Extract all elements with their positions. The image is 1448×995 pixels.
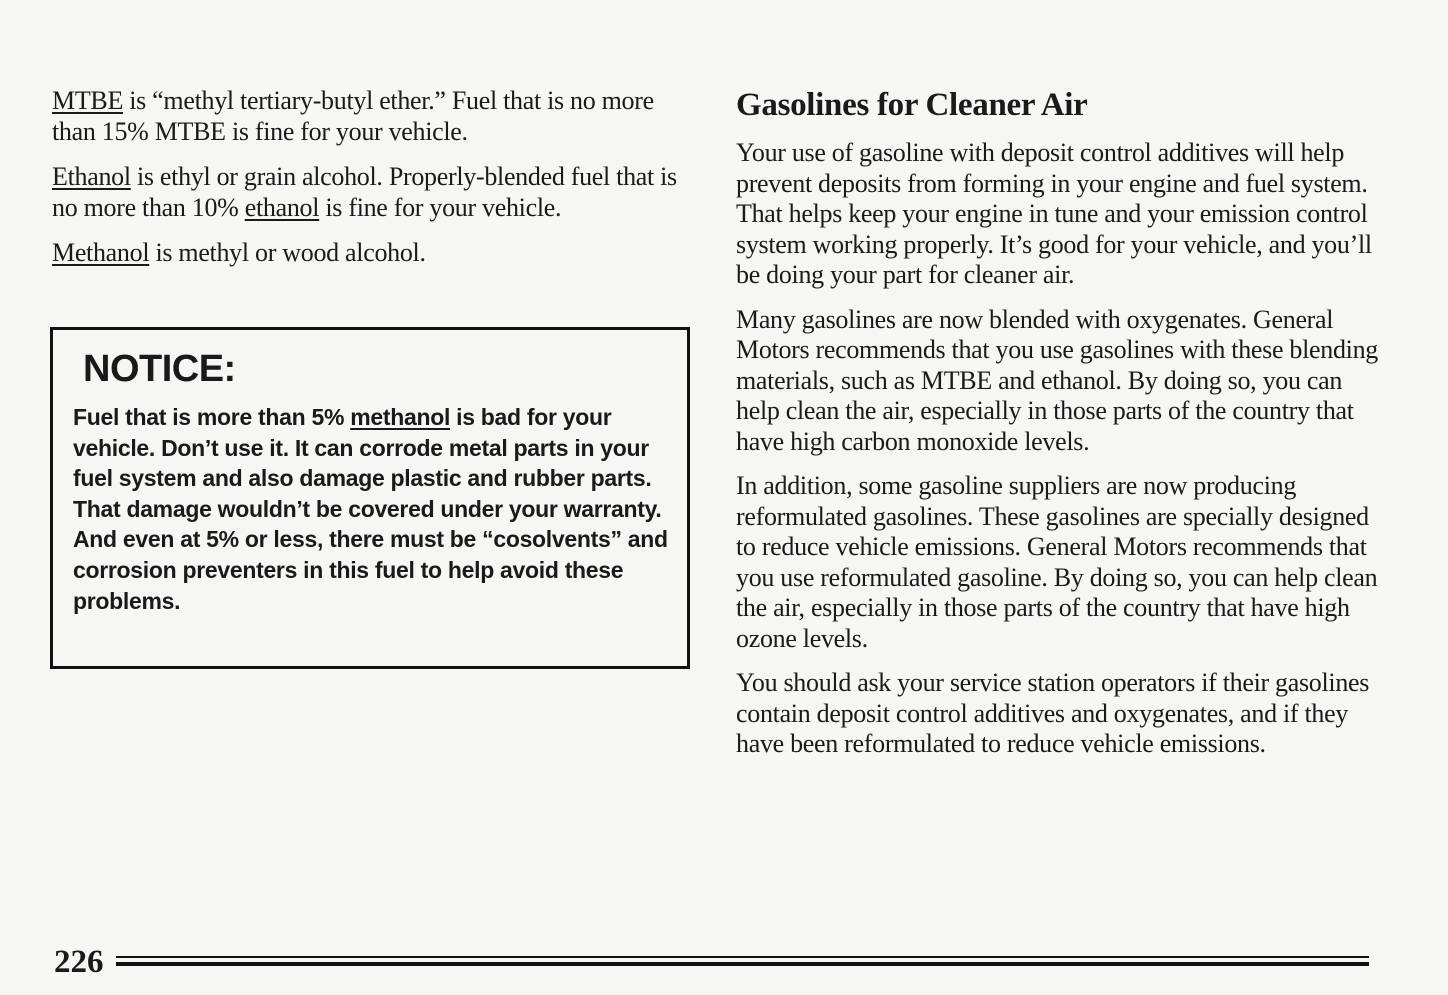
page-footer xyxy=(54,942,1369,982)
ethanol-term: Ethanol xyxy=(52,162,131,191)
ethanol-text-b: is fine for your vehicle. xyxy=(319,192,562,222)
paragraph-ask-operators: You should ask your service station operators if their gasolines contain deposit control additives and oxygenates, and if they have been reformulated to reduce vehicle emissions. xyxy=(736,668,1370,758)
notice-title: NOTICE: xyxy=(83,348,236,390)
notice-methanol-term: methanol xyxy=(350,404,451,430)
footer-rule-thick xyxy=(116,962,1369,966)
left-column xyxy=(52,86,682,284)
paragraph-reformulated: In addition, some gasoline suppliers are now producing reformulated gasolines. These gasolines are specially designed to reduce vehicle emissions. General Motors recommends that you use reformulated gasoline. By doing so, you can help clean the air, especially in those parts of the country that have high ozone levels. xyxy=(736,471,1378,653)
page-number: 226 xyxy=(54,944,104,980)
ethanol-inline-term: ethanol xyxy=(244,192,320,222)
mtbe-text: is “methyl tertiary-butyl ether.” Fuel that is no more than 15% MTBE is fine for your vehicle. xyxy=(52,86,654,146)
paragraph-oxygenates: Many gasolines are now blended with oxygenates. General Motors recommends that you use gasolines with these blending materials, such as MTBE and ethanol. By doing so, you can help clean the air, especially in those parts of the country that have high carbon monoxide levels. xyxy=(736,304,1379,456)
mtbe-definition xyxy=(52,86,682,147)
right-column xyxy=(736,86,1386,774)
notice-text-b: is bad for your vehicle. Don’t use it. It can corrode metal parts in your fuel system and also damage plastic and rubber parts. That damage wouldn’t be covered under your warranty. And even at 5% or less, there must be “cosolvents” and corrosion preventers in this fuel to help avoid these problems. xyxy=(73,404,668,614)
notice-box xyxy=(50,327,690,669)
section-title: Gasolines for Cleaner Air xyxy=(736,87,1088,123)
footer-rule-thin xyxy=(116,956,1369,958)
notice-text xyxy=(73,402,673,616)
notice-text-a: Fuel that is more than 5% xyxy=(73,404,351,430)
ethanol-definition xyxy=(52,162,682,223)
methanol-text: is methyl or wood alcohol. xyxy=(149,238,426,267)
methanol-term: Methanol xyxy=(52,238,150,267)
mtbe-term: MTBE xyxy=(52,86,124,115)
methanol-definition xyxy=(52,238,682,269)
paragraph-deposit-control: Your use of gasoline with deposit control additives will help prevent deposits from forming in your engine and fuel system. That helps keep your engine in tune and your emission control system working properly. It’s good for your vehicle, and you’ll be doing your part for cleaner air. xyxy=(736,138,1372,289)
ethanol-text-a: is ethyl or grain alcohol. Properly-blended fuel that is no more than 10% xyxy=(52,162,677,222)
